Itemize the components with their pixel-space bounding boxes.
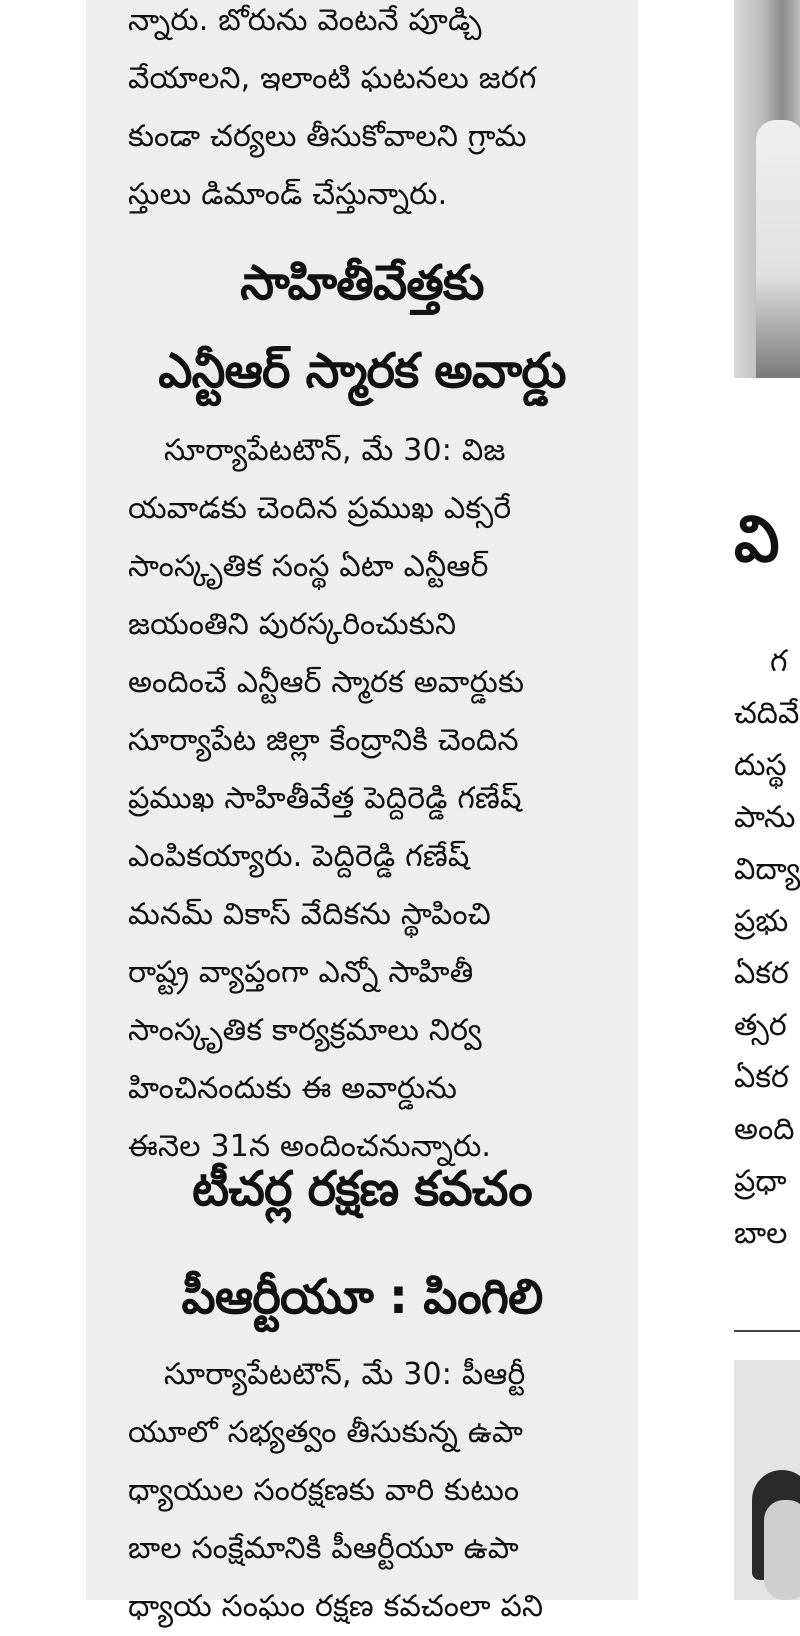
top-photo [734,0,800,378]
story1-line: సాంస్కృతిక సంస్థ ఏటా ఎన్టీఆర్ [128,549,489,584]
story1-line: అందించే ఎన్టీఆర్ స్మారక అవార్డుకు [128,665,525,700]
story1-line: రాష్ట్ర వ్యాప్తంగా ఎన్నో సాహితీ [128,955,474,990]
story2-line: ధ్యాయుల సంరక్షణకు వారి కుటుం [128,1473,520,1508]
adjacent-line: విద్యా [734,852,800,887]
story2-line: బాల సంక్షేమానికి పీఆర్టీయూ ఉపా [128,1531,519,1566]
adjacent-line: త్సర [734,1008,787,1043]
column-divider [734,1330,800,1332]
story2-line: ధ్యాయ సంఘం రక్షణ కవచంలా పని [128,1589,544,1624]
main-news-column [86,0,638,1624]
story2-headline-line2: పీఆర్టీయూ : పింగిలి [181,1269,543,1325]
story1-headline-line2: ఎన్టీఆర్ స్మారక అవార్డు [158,343,566,399]
person-face [764,1500,800,1600]
story1-line: ప్రముఖ సాహితీవేత్త పెద్దిరెడ్డి గణేష్ [128,781,522,816]
story1-line: జయంతిని పురస్కరించుకుని [128,607,457,642]
left-margin [0,0,86,1600]
story2-line: సూర్యాపేటటౌన్, మే 30: పీఆర్టీ [164,1357,526,1392]
story1-line: యవాడకు చెందిన ప్రముఖ ఎక్సరే [128,491,512,526]
intro-line: వేయాలని, ఇలాంటి ఘటనలు జరగ [128,61,537,96]
story1-line: సూర్యాపేటటౌన్, మే 30: విజ [164,433,506,468]
adjacent-line: అంది [734,1112,795,1147]
intro-line: స్తులు డిమాండ్ చేస్తున్నారు. [128,177,448,212]
adjacent-line: దుస్థ [734,748,787,783]
adjacent-line: చదివే [734,696,800,731]
story1-line: ఎంపికయ్యారు. పెద్దిరెడ్డి గణేష్ [128,839,470,874]
person-figure [756,120,800,378]
bottom-photo [734,1360,800,1600]
adjacent-line: ప్రధా [734,1164,787,1199]
story1-headline-line1: సాహితీవేత్తకు [240,255,484,311]
story1-line: హించినందుకు ఈ అవార్డును [128,1071,458,1106]
adjacent-line: ఏకర [734,956,789,991]
intro-line: న్నారు. బోరును వెంటనే పూడ్చి [128,3,482,38]
adjacent-line: ప్రభు [734,904,789,939]
adjacent-line: బాల [734,1216,788,1251]
intro-continuation [128,0,596,224]
adjacent-line: గ [770,644,788,679]
story1-line: సాంస్కృతిక కార్యక్రమాలు నిర్వ [128,1013,482,1048]
story1-line: సూర్యాపేట జిల్లా కేంద్రానికి చెందిన [128,723,519,758]
intro-line: కుండా చర్యలు తీసుకోవాలని గ్రామ [128,119,527,154]
story2-body [128,1346,596,1636]
story1-line: ఈనెల 31న అందించనున్నారు. [128,1129,492,1164]
adjacent-line: ఏకర [734,1060,789,1095]
story1-body [128,422,596,1176]
story2-line: యూలో సభ్యత్వం తీసుకున్న ఉపా [128,1415,524,1450]
story2-headline-line1: టీచర్ల రక్షణ కవచం [192,1161,532,1217]
adjacent-headline-fragment: వి [734,503,780,577]
story1-line: మనమ్ వికాస్ వేదికను స్థాపించి [128,897,491,932]
adjacent-story-body [734,636,800,1260]
adjacent-line: పాను [734,800,796,835]
adjacent-column [638,0,800,1600]
